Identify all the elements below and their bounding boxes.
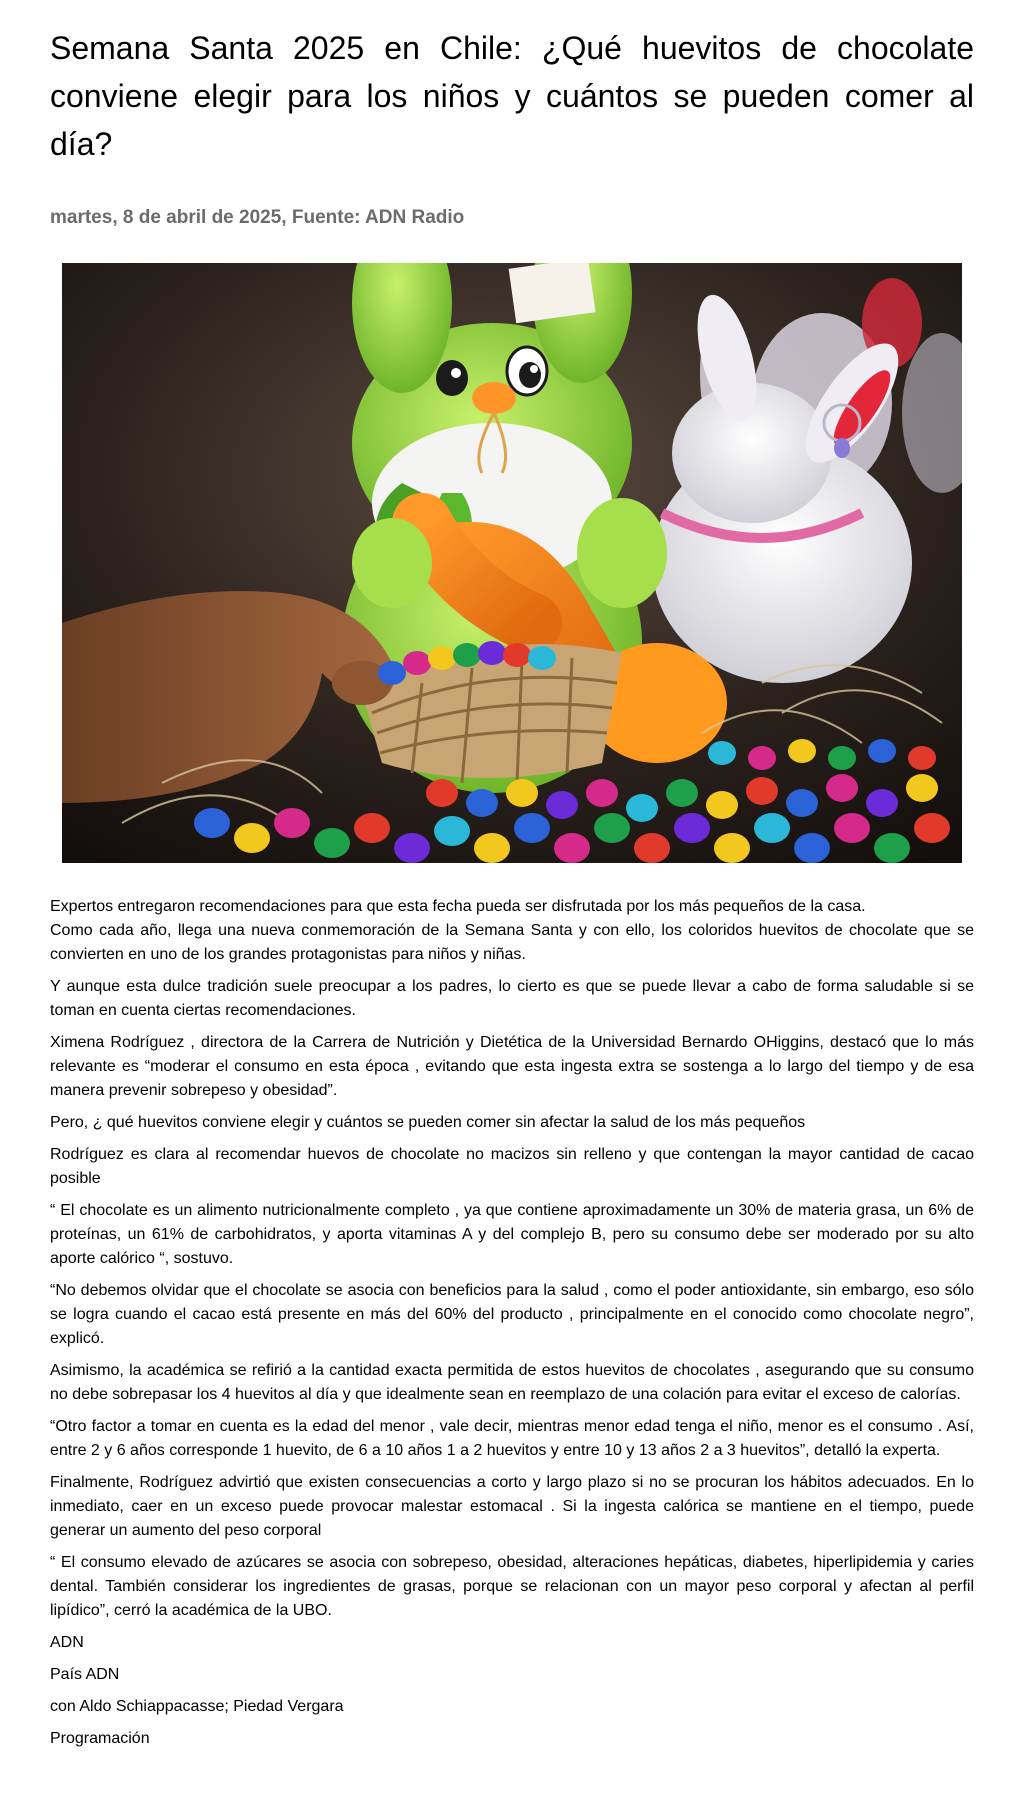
article-meta: martes, 8 de abril de 2025, Fuente: ADN Radio (50, 207, 465, 228)
article-paragraph: “No debemos olvidar que el chocolate se asocia con beneficios para la salud , como el poder antioxidante, sin embargo, eso sólo se logra cuando el cacao está presente en más del 60% del producto , principalmente en el conocido como chocolate negro”, explicó. (50, 1282, 974, 1347)
footer-line-hosts: con Aldo Schiappacasse; Piedad Vergara (50, 1698, 344, 1715)
footer-line-schedule: Programación (50, 1730, 150, 1747)
article-paragraph: Rodríguez es clara al recomendar huevos de chocolate no macizos sin relleno y que contengan la mayor cantidad de cacao posible (50, 1146, 974, 1187)
article-paragraph: Finalmente, Rodríguez advirtió que existen consecuencias a corto y largo plazo si no se procuran los hábitos adecuados. En lo inmediato, caer en un exceso puede provocar malestar estomacal . Si la ingesta calórica se mantiene en el tiempo, puede generar un aumento del peso corporal (50, 1474, 974, 1539)
article-paragraph: Asimismo, la académica se refirió a la cantidad exacta permitida de estos huevitos de chocolates , asegurando que su consumo no debe sobrepasar los 4 huevitos al día y que idealmente sean en reemplazo de una colación para evitar el exceso de calorías. (50, 1362, 974, 1403)
article-image (62, 263, 962, 863)
article-paragraph: Y aunque esta dulce tradición suele preocupar a los padres, lo cierto es que se puede llevar a cabo de forma saludable si se toman en cuenta ciertas recomendaciones. (50, 978, 974, 1019)
article-paragraph: Ximena Rodríguez , directora de la Carrera de Nutrición y Dietética de la Universidad Bernardo OHiggins, destacó que lo más relevante es “moderar el consumo en esta época , evitando que esta ingesta extra se sostenga a lo largo del tiempo y de esa manera prevenir sobrepeso y obesidad”. (50, 1034, 974, 1099)
article-paragraph: “ El consumo elevado de azúcares se asocia con sobrepeso, obesidad, alteraciones hepáticas, diabetes, hiperlipidemia y caries dental. También considerar los ingredientes de grasas, porque se relacionan con un mayor peso corporal y afectan al perfil lipídico”, cerró la académica de la UBO. (50, 1554, 974, 1619)
footer-line-adn: ADN (50, 1634, 84, 1651)
article-paragraph: “Otro factor a tomar en cuenta es la edad del menor , vale decir, mientras menor edad tenga el niño, menor es el consumo . Así, entre 2 y 6 años corresponde 1 huevito, de 6 a 10 años 1 a 2 huevitos y entre 10 y 13 años 2 a 3 huevitos”, detalló la experta. (50, 1418, 974, 1459)
article-paragraph: Como cada año, llega una nueva conmemoración de la Semana Santa y con ello, los coloridos huevitos de chocolate que se convierten en uno de los grandes protagonistas para niños y niñas. (50, 922, 974, 963)
easter-bunnies-photo-icon (62, 263, 962, 863)
article-paragraph: Expertos entregaron recomendaciones para que esta fecha pueda ser disfrutada por los más pequeños de la casa. (50, 898, 866, 915)
article-title: Semana Santa 2025 en Chile: ¿Qué huevitos de chocolate conviene elegir para los niños y cuántos se pueden comer al día? (50, 30, 974, 162)
footer-line-program: País ADN (50, 1666, 120, 1683)
article-paragraph: “ El chocolate es un alimento nutricionalmente completo , ya que contiene aproximadamente un 30% de materia grasa, un 6% de proteínas, un 61% de carbohidratos, y aporta vitaminas A y del complejo B, pero su consumo debe ser moderado por su alto aporte calórico “, sostuvo. (50, 1202, 974, 1267)
article-paragraph: Pero, ¿ qué huevitos conviene elegir y cuántos se pueden comer sin afectar la salud de los más pequeños (50, 1114, 806, 1131)
article-body (50, 895, 974, 1751)
